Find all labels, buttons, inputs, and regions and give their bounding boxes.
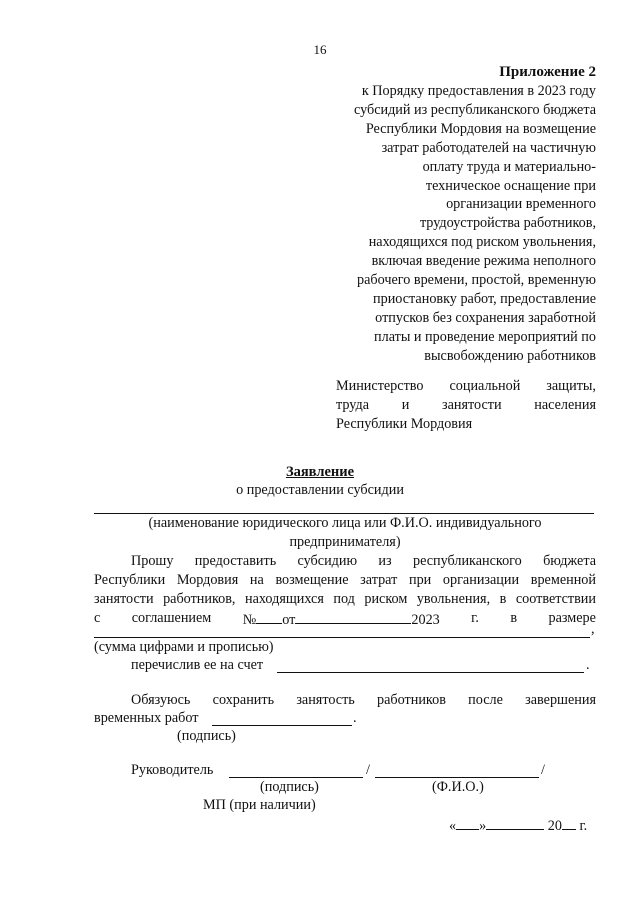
- recipient-word: защиты,: [546, 378, 596, 394]
- date-g: г.: [579, 818, 588, 834]
- appendix-line: оплату труда и материально-: [422, 158, 596, 175]
- account-end: .: [586, 657, 590, 673]
- appendix-line: находящихся под риском увольнения,: [368, 234, 596, 251]
- application-title: Заявление: [285, 464, 355, 480]
- appendix-title: Приложение 2: [499, 64, 596, 80]
- appendix-line: затрат работодателей на частичную: [381, 139, 596, 156]
- obligation-signature-field[interactable]: [212, 725, 352, 726]
- appendix-line: приостановку работ, предоставление: [373, 290, 596, 307]
- recipient-word: занятости: [441, 396, 502, 413]
- recipient-word: Министерство: [336, 378, 424, 394]
- recipient-word: социальной: [449, 378, 521, 394]
- agreement-year: 2023: [411, 611, 440, 628]
- head-name-caption: (Ф.И.О.): [432, 779, 484, 795]
- application-subtitle: о предоставлении субсидии: [236, 482, 404, 498]
- agreement-with: с: [94, 609, 101, 626]
- appendix-line: техническое оснащение при: [425, 177, 596, 194]
- date-century: 20: [547, 818, 562, 834]
- page-number: 16: [313, 42, 327, 57]
- signature-slash-end: /: [541, 762, 545, 778]
- head-name-field[interactable]: [375, 777, 539, 778]
- obligation-end: .: [353, 710, 357, 726]
- appendix-line: высвобождению работников: [424, 347, 596, 364]
- appendix-line: включая введение режима неполного: [371, 253, 596, 270]
- applicant-name-field[interactable]: [94, 513, 594, 514]
- date-day-field[interactable]: [456, 815, 479, 830]
- agreement-g: г.: [471, 609, 479, 626]
- agreement-from: от: [282, 611, 296, 628]
- appendix-line: к Порядку предоставления в 2023 году: [361, 83, 596, 99]
- date-month-field[interactable]: [486, 815, 544, 830]
- appendix-line: трудоустройства работников,: [419, 215, 596, 232]
- date-year-field[interactable]: [562, 815, 576, 830]
- appendix-line: платы и проведение мероприятий по: [374, 328, 596, 345]
- recipient-line-2: [336, 396, 596, 415]
- agreement-date-field[interactable]: [295, 609, 411, 624]
- agreement-number-field[interactable]: [256, 609, 282, 624]
- date-open-quote: «: [449, 818, 457, 834]
- account-field[interactable]: [277, 672, 584, 673]
- recipient-block: [336, 377, 596, 434]
- recipient-line-1: [336, 377, 596, 396]
- agreement-number-group: [243, 609, 440, 630]
- head-signature-caption: (подпись): [260, 779, 319, 795]
- appendix-line: субсидий из республиканского бюджета: [353, 101, 596, 118]
- recipient-word: и: [401, 396, 410, 413]
- appendix-line: Республики Мордовия на возмещение: [365, 120, 596, 137]
- obligation-line: Обязуюсь сохранить занятость работников после завершения: [131, 692, 596, 708]
- obligation-paragraph: [94, 691, 596, 710]
- obligation-line-2: временных работ: [94, 710, 199, 726]
- applicant-name-caption: (наименование юридического лица или Ф.И.О. индивидуального: [148, 515, 542, 531]
- seal-label: МП (при наличии): [203, 797, 316, 813]
- recipient-line-3: Республики Мордовия: [336, 415, 473, 432]
- request-line: Прошу предоставить субсидию из республиканского бюджета: [131, 553, 596, 569]
- agreement-amount-word: размере: [548, 609, 596, 626]
- agreement-word: соглашением: [131, 609, 212, 626]
- head-label: Руководитель: [131, 762, 214, 778]
- amount-comma: ,: [591, 621, 595, 637]
- signature-slash: /: [366, 762, 370, 778]
- amount-caption: (сумма цифрами и прописью): [94, 639, 274, 655]
- applicant-name-caption-2: предпринимателя): [289, 534, 401, 550]
- appendix-line: организации временного: [446, 196, 596, 213]
- recipient-word: населения: [534, 396, 596, 413]
- appendix-description: [354, 82, 596, 366]
- request-line: Республики Мордовия на возмещение затрат при организации временной: [94, 571, 596, 588]
- obligation-signature-caption: (подпись): [177, 728, 236, 744]
- request-line: занятости работников, находящихся под риском увольнения, в соответствии: [94, 590, 596, 607]
- head-signature-field[interactable]: [229, 777, 363, 778]
- agreement-number-sign: №: [242, 611, 257, 628]
- date-close-quote: »: [479, 818, 487, 834]
- appendix-line: отпусков без сохранения заработной: [375, 309, 596, 326]
- agreement-in: в: [510, 609, 518, 626]
- request-paragraph: [94, 552, 596, 630]
- amount-field[interactable]: [94, 637, 590, 638]
- agreement-line: [94, 609, 596, 630]
- recipient-word: труда: [336, 396, 369, 413]
- date-line: [449, 815, 587, 835]
- appendix-line: рабочего времени, простой, временную: [357, 272, 596, 289]
- account-label: перечислив ее на счет: [131, 657, 264, 673]
